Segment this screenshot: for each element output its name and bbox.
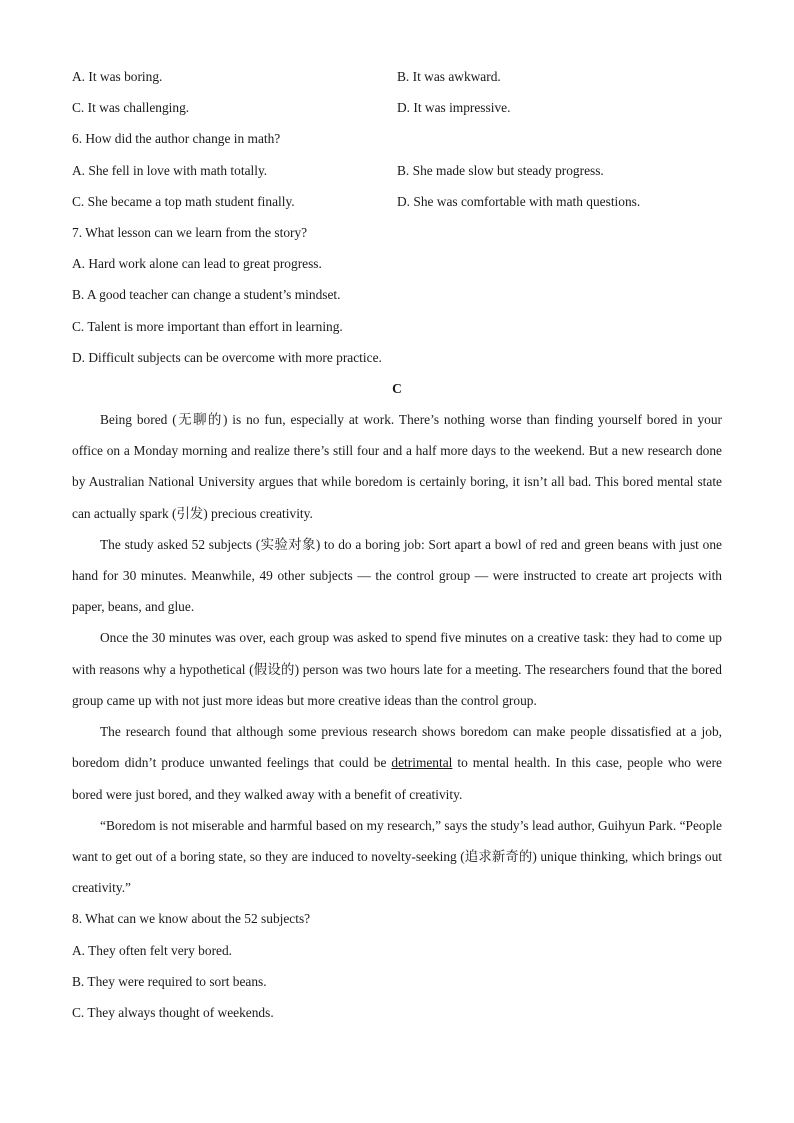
q7-option-a: A. Hard work alone can lead to great progress. xyxy=(72,256,322,272)
q5-option-a: A. It was boring. xyxy=(72,69,163,84)
q8-option-a: A. They often felt very bored. xyxy=(72,942,233,958)
q7-option-c: C. Talent is more important than effort in learning. xyxy=(72,318,343,334)
underlined-word: detrimental xyxy=(391,755,453,771)
passage-paragraph-5: “Boredom is not miserable and harmful based on my research,” says the study’s lead author, Guihyun Park. “People want to get out of a boring state, so they are induced to novelty-seeking (追求新奇的) unique thinking, which brings out creativity.” xyxy=(72,817,722,896)
q8-option-b: B. They were required to sort beans. xyxy=(72,973,267,989)
passage-paragraph-1: Being bored (无聊的) is no fun, especially at work. There’s nothing worse than finding yourself bored in your office on a Monday morning and realize there’s still four and a half more days to the weekend. But a new research done by Australian National University argues that while boredom is certainly boring, it isn’t all bad. This bored mental state can actually spark (引发) precious creativity. xyxy=(72,412,722,521)
q7-option-b: B. A good teacher can change a student’s mindset. xyxy=(72,287,341,303)
paragraph-4-text-before: The research found that although some previous research shows boredom can make people dissatisfied at a job, boredom didn’t produce unwanted feelings that could be xyxy=(72,724,722,771)
q6-option-c: C. She became a top math student finally. xyxy=(72,193,295,209)
q6-stem: 6. How did the author change in math? xyxy=(72,131,281,147)
q7-stem: 7. What lesson can we learn from the story? xyxy=(72,224,308,240)
passage-paragraph-4 xyxy=(72,716,722,810)
q5-options-row-2 xyxy=(72,92,722,123)
q8-option-c: C. They always thought of weekends. xyxy=(72,1004,274,1020)
q7-option-d: D. Difficult subjects can be overcome with more practice. xyxy=(72,349,382,365)
section-heading: C xyxy=(392,380,402,396)
passage-paragraph-2: The study asked 52 subjects (实验对象) to do a boring job: Sort apart a bowl of red and green beans with just one hand for 30 minutes. Meanwhile, 49 other subjects — the control group — were instructed to create art projects with paper, beans, and glue. xyxy=(72,536,722,615)
q5-options-row-1 xyxy=(72,61,722,92)
paragraph-4-text-after: to mental health. In this case, people who were bored were just bored, and they walked away with a benefit of creativity. xyxy=(72,755,722,802)
q5-option-b: B. It was awkward. xyxy=(397,69,501,84)
q6-option-b: B. She made slow but steady progress. xyxy=(397,162,604,178)
q6-options-row-2 xyxy=(72,186,722,217)
exam-page xyxy=(72,61,722,1028)
q8-stem: 8. What can we know about the 52 subjects? xyxy=(72,911,311,927)
q6-option-a: A. She fell in love with math totally. xyxy=(72,162,268,178)
q5-option-d: D. It was impressive. xyxy=(397,100,511,116)
q6-option-d: D. She was comfortable with math questions. xyxy=(397,193,641,209)
q5-option-c: C. It was challenging. xyxy=(72,100,190,116)
passage-paragraph-3: Once the 30 minutes was over, each group was asked to spend five minutes on a creative task: they had to come up with reasons why a hypothetical (假设的) person was two hours late for a meeting. The researchers found that the bored group came up with not just more ideas but more creative ideas than the control group. xyxy=(72,630,722,708)
q6-options-row-1 xyxy=(72,155,722,186)
